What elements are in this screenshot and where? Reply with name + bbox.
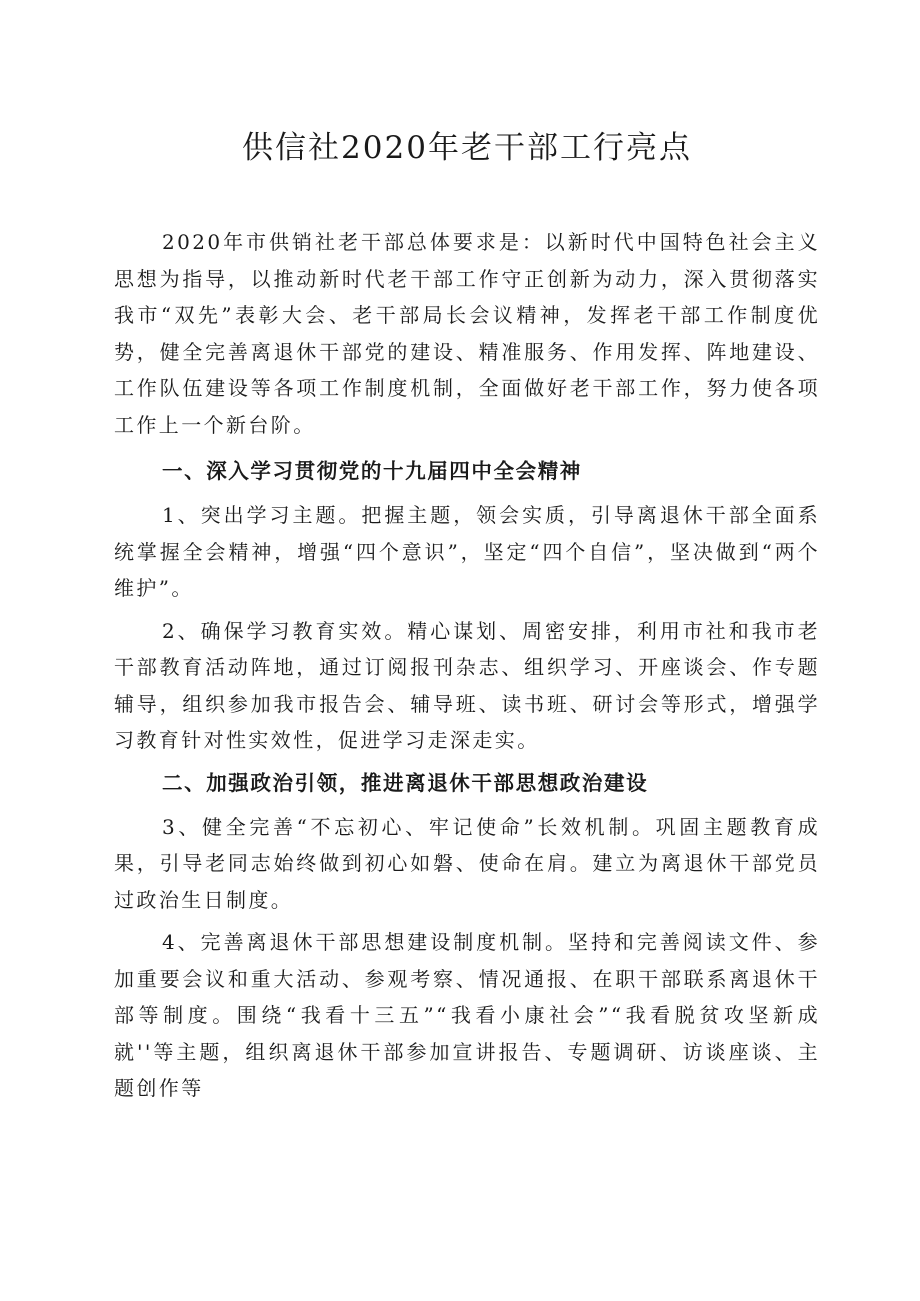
section-1	[114, 453, 820, 759]
intro-paragraph: 2020年市供销社老干部总体要求是：以新时代中国特色社会主义思想为指导，以推动新时代老干部工作守正创新为动力，深入贯彻落实我市“双先”表彰大会、老干部局长会议精神，发挥老干部工作制度优势，健全完善离退休干部党的建设、精准服务、作用发挥、阵地建设、工作队伍建设等各项工作制度机制，全面做好老干部工作，努力使各项工作上一个新台阶。	[114, 230, 820, 437]
section-paragraph: 1、突出学习主题。把握主题，领会实质，引导离退休干部全面系统掌握全会精神，增强“四个意识”，坚定“四个自信”，坚决做到“两个维护”。	[114, 503, 820, 600]
document-title: 供信社2020年老干部工行亮点	[242, 130, 692, 166]
section-paragraph: 2、确保学习教育实效。精心谋划、周密安排，利用市社和我市老干部教育活动阵地，通过订阅报刊杂志、组织学习、开座谈会、作专题辅导，组织参加我市报告会、辅导班、读书班、研讨会等形式，增强学习教育针对性实效性，促进学习走深走实。	[114, 618, 820, 752]
section-heading: 二、加强政治引领，推进离退休干部思想政治建设	[162, 770, 649, 795]
section-paragraph: 3、健全完善“不忘初心、牢记使命”长效机制。巩固主题教育成果，引导老同志始终做到初心如磐、使命在肩。建立为离退休干部党员过政治生日制度。	[114, 814, 820, 912]
section-2	[114, 765, 820, 1107]
section-paragraph: 4、完善离退休干部思想建设制度机制。坚持和完善阅读文件、参加重要会议和重大活动、参观考察、情况通报、在职干部联系离退休干部等制度。围绕“我看十三五”“我看小康社会”“我看脱贫攻坚新成就''等主题，组织离退休干部参加宣讲报告、专题调研、访谈座谈、主题创作等	[114, 930, 820, 1100]
section-heading: 一、深入学习贯彻党的十九届四中全会精神	[162, 459, 582, 483]
